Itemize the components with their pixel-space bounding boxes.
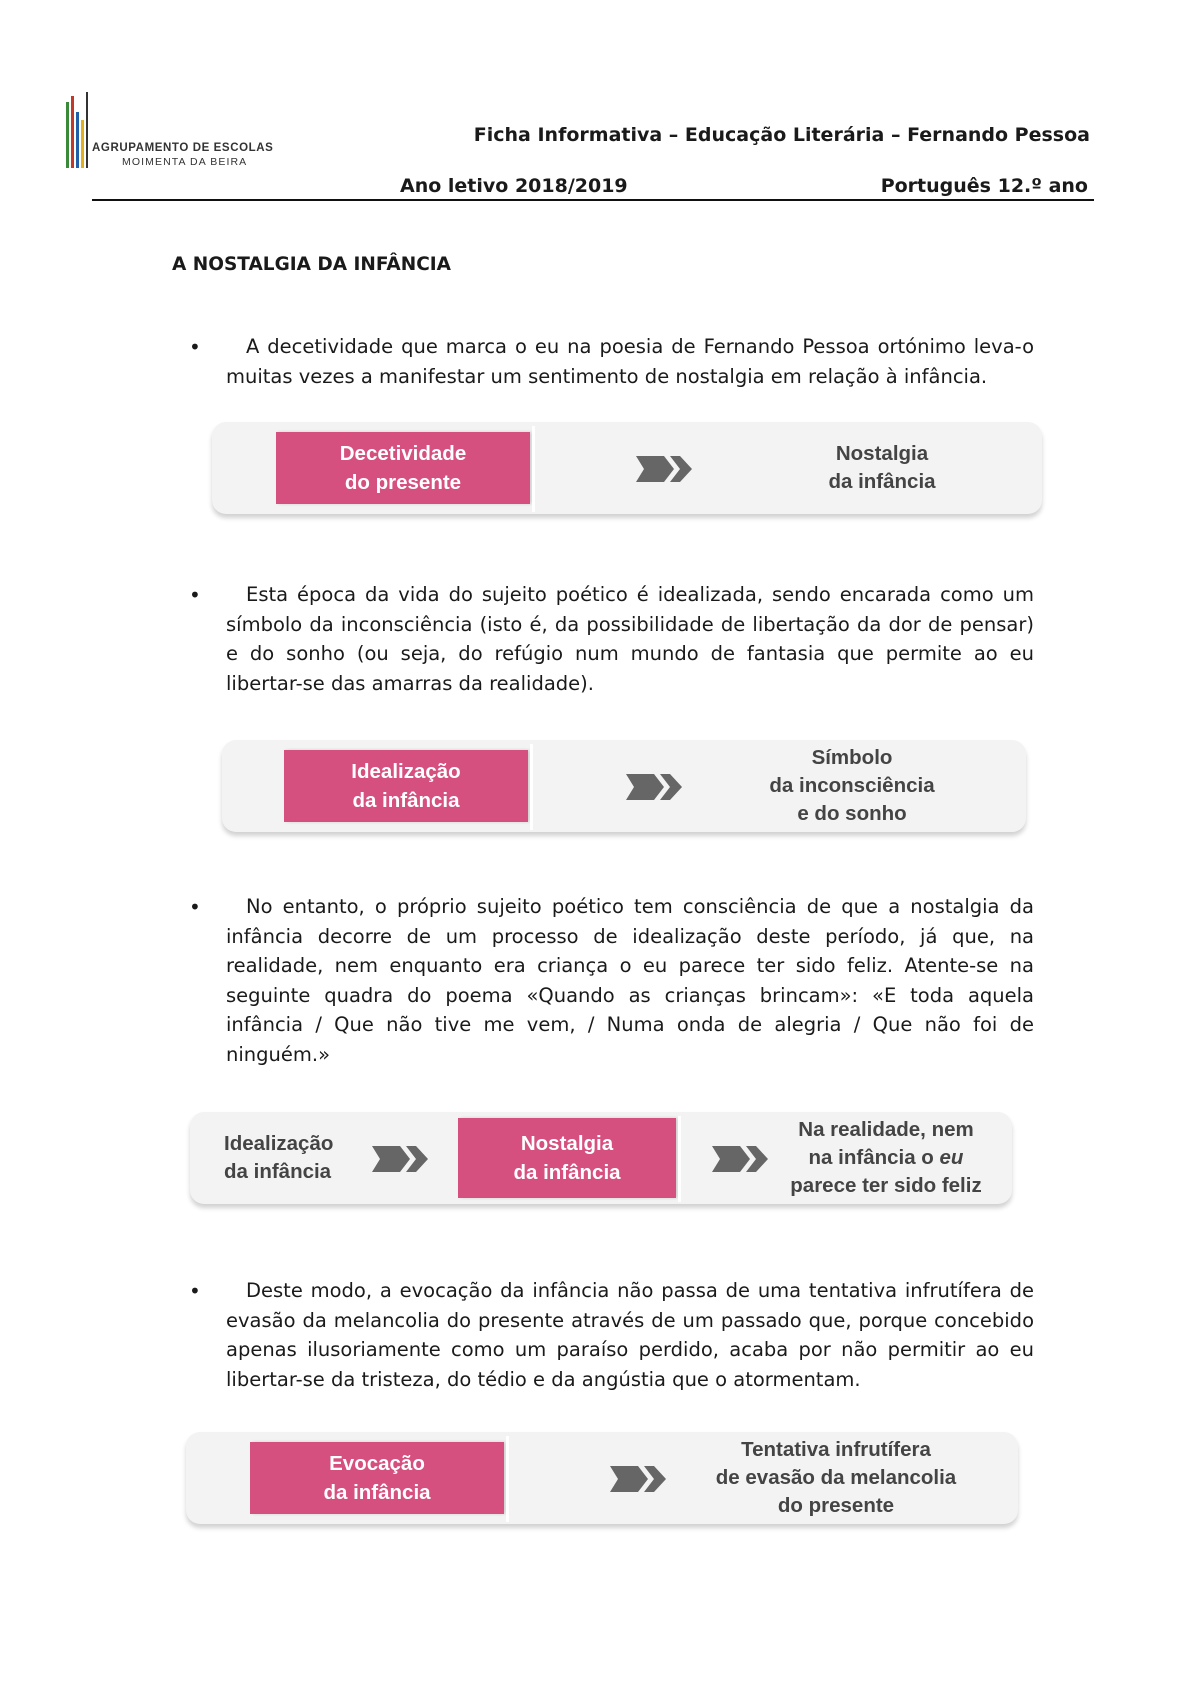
diagram-2 <box>222 740 1026 836</box>
result-line: Tentativa infrutífera <box>741 1438 931 1461</box>
result-line: e do sonho <box>797 802 907 825</box>
label-line: Nostalgia <box>520 1132 614 1155</box>
diagram-result-text <box>702 740 1002 832</box>
paragraph-text: Deste modo, a evocação da infância não passa de uma tentativa infrutífera de evasão da melancolia do presente através de um passado que, porque concebido apenas ilusoriamente como um paraíso perdido, acaba por não permitir ao eu libertar-se da tristeza, do tédio e da angústia que o atormentam. <box>226 1279 1034 1391</box>
bullet-icon: • <box>189 1279 201 1303</box>
header-divider <box>92 199 1094 201</box>
label-line: Idealização <box>351 760 461 783</box>
logo-line-2: MOIMENTA DA BEIRA <box>122 156 248 168</box>
diagram-pink-label <box>458 1118 676 1198</box>
diagram-result-text <box>732 422 1032 514</box>
label-line: da infância <box>224 1160 332 1183</box>
result-line: da inconsciência <box>769 774 935 797</box>
result-line: Na realidade, nem <box>798 1118 974 1141</box>
double-chevron-icon <box>626 772 686 802</box>
diagram-start-label <box>224 1112 384 1204</box>
result-line-part: na infância o <box>808 1146 940 1169</box>
label-line: do presente <box>344 471 462 494</box>
double-chevron-icon <box>636 454 696 484</box>
paragraph-3 <box>189 892 1034 1069</box>
result-line: parece ter sido feliz <box>790 1174 982 1197</box>
label-line: Evocação <box>329 1452 425 1475</box>
double-chevron-icon <box>372 1144 432 1174</box>
diagram-3 <box>190 1112 1012 1208</box>
diagram-pink-label <box>284 750 528 822</box>
label-line: da infância <box>352 789 460 812</box>
label-line: da infância <box>323 1481 431 1504</box>
school-logo <box>62 92 322 172</box>
result-line-emphasis: eu <box>939 1146 964 1169</box>
subject-grade: Português 12.º ano <box>880 175 1088 197</box>
bullet-icon: • <box>189 335 201 359</box>
school-year: Ano letivo 2018/2019 <box>400 175 628 197</box>
diagram-separator <box>678 1116 681 1202</box>
section-title: A NOSTALGIA DA INFÂNCIA <box>172 254 451 275</box>
paragraph-text: No entanto, o próprio sujeito poético tem consciência de que a nostalgia da infância decorre de um processo de idealização deste período, já que, na realidade, nem enquanto era criança o eu parece ter sido feliz. Atente-se na seguinte quadra do poema «Quando as crianças brincam»: «E toda aquela infância / Que não tive me vem, / Numa onda de alegria / Que não foi de ninguém.» <box>226 895 1034 1066</box>
paragraph-text: A decetividade que marca o eu na poesia de Fernando Pessoa ortónimo leva-o muitas vezes a manifestar um sentimento de nostalgia em relação à infância. <box>226 335 1034 388</box>
bullet-icon: • <box>189 583 201 607</box>
double-chevron-icon <box>610 1464 670 1494</box>
logo-line-1: AGRUPAMENTO DE ESCOLAS <box>92 142 274 154</box>
bullet-icon: • <box>189 895 201 919</box>
diagram-pink-label <box>250 1442 504 1514</box>
diagram-separator <box>530 744 533 830</box>
label-line: Decetividade <box>339 442 467 465</box>
result-line: de evasão da melancolia <box>715 1466 957 1489</box>
label-line: da infância <box>513 1161 621 1184</box>
result-line: da infância <box>828 470 936 493</box>
paragraph-2 <box>189 580 1034 698</box>
school-logo-icon <box>62 92 122 172</box>
diagram-separator <box>506 1436 509 1522</box>
label-line: Idealização <box>224 1132 334 1155</box>
diagram-separator <box>532 426 535 512</box>
diagram-result-text <box>770 1112 1002 1204</box>
diagram-result-text <box>686 1432 986 1524</box>
result-line: Nostalgia <box>835 442 929 465</box>
diagram-4 <box>186 1432 1018 1528</box>
diagram-1 <box>212 422 1042 518</box>
result-line: do presente <box>777 1494 895 1517</box>
paragraph-text: Esta época da vida do sujeito poético é idealizada, sendo encarada como um símbolo da inconsciência (isto é, da possibilidade de libertação da dor de pensar) e do sonho (ou seja, do refúgio num mundo de fantasia que permite ao eu libertar-se das amarras da realidade). <box>226 583 1034 695</box>
double-chevron-icon <box>712 1144 772 1174</box>
paragraph-1 <box>189 332 1034 391</box>
result-line <box>809 1144 964 1172</box>
diagram-pink-label <box>276 432 530 504</box>
document-title: Ficha Informativa – Educação Literária – Fernando Pessoa <box>473 124 1090 146</box>
result-line: Símbolo <box>811 746 893 769</box>
paragraph-4 <box>189 1276 1034 1394</box>
